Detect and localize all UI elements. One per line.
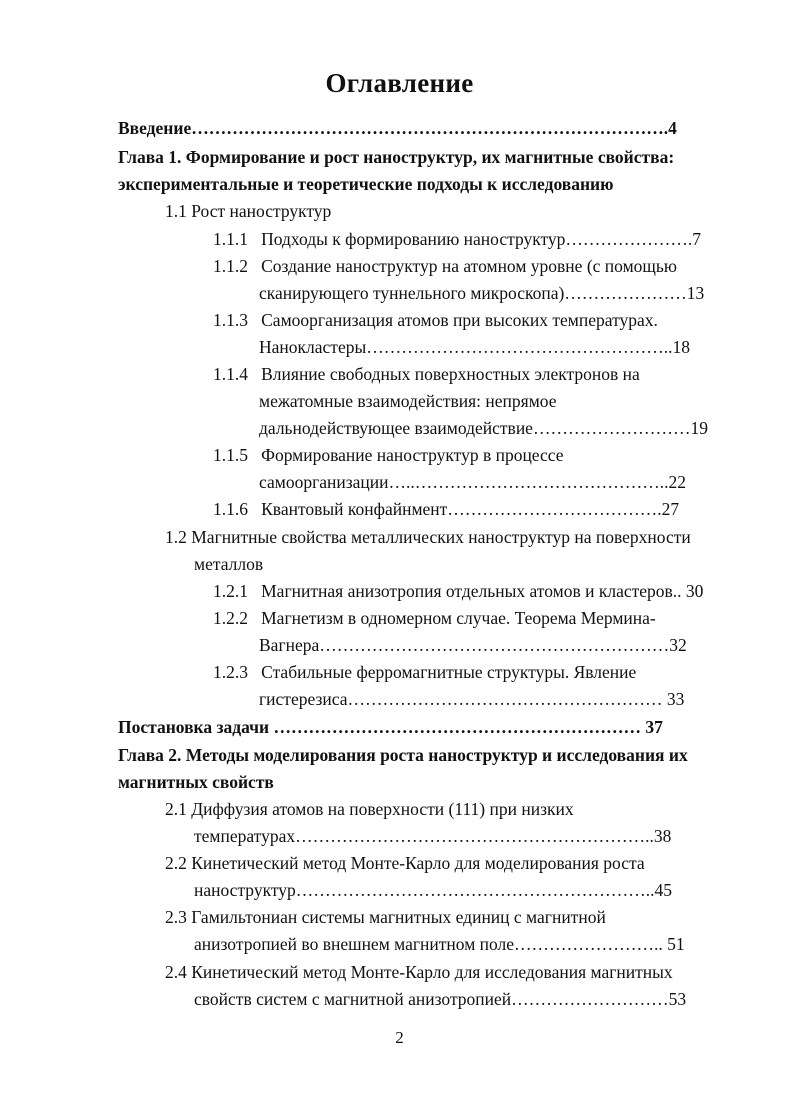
toc-section-2-2: 2.2 Кинетический метод Монте-Карло для моделирования роста xyxy=(165,853,645,873)
toc-subsection-1-1-3-cont: Нанокластеры……………………………………………..18 xyxy=(259,337,690,357)
toc-chapter-2-title-cont: магнитных свойств xyxy=(118,772,274,792)
toc-section-2-4-cont: свойств систем с магнитной анизотропией………………………53 xyxy=(194,989,687,1009)
toc-entry-problem-statement: Постановка задачи ……………………………………………………… 37 xyxy=(118,717,663,737)
toc-number: 1.2.2 xyxy=(213,608,248,628)
toc-number: 1.1.5 xyxy=(213,445,248,465)
toc-chapter-2-title: Глава 2. Методы моделирования роста наноструктур и исследования их xyxy=(118,745,688,765)
toc-section-2-3-cont: анизотропией во внешнем магнитном поле…………………….. 51 xyxy=(194,934,685,954)
toc-text: Подходы к формированию наноструктур………………….7 xyxy=(261,229,702,249)
toc-subsection-1-1-6 xyxy=(213,497,679,521)
toc-chapter-1-title: Глава 1. Формирование и рост наноструктур, их магнитные свойства: xyxy=(118,147,675,167)
toc-text: Самоорганизация атомов при высоких температурах. xyxy=(261,310,658,330)
toc-text: Магнетизм в одномерном случае. Теорема Мермина- xyxy=(261,608,656,628)
toc-section-2-3: 2.3 Гамильтониан системы магнитных единиц с магнитной xyxy=(165,907,606,927)
toc-section-2-1: 2.1 Диффузия атомов на поверхности (111) при низких xyxy=(165,799,574,819)
toc-number: 1.1.6 xyxy=(213,499,248,519)
toc-text: Магнитная анизотропия отдельных атомов и кластеров.. 30 xyxy=(261,581,704,601)
toc-number: 1.2.1 xyxy=(213,581,248,601)
toc-subsection-1-1-2-cont: сканирующего туннельного микроскопа)…………………13 xyxy=(259,283,705,303)
toc-section-2-2-cont: наноструктур……………………………………………………..45 xyxy=(194,880,673,900)
page-number: 2 xyxy=(395,1028,404,1047)
toc-subsection-1-1-5-cont: самоорганизации…..……………………………………..22 xyxy=(259,472,687,492)
toc-subsection-1-1-3 xyxy=(213,308,658,332)
toc-subsection-1-2-3-cont: гистерезиса……………………………………………… 33 xyxy=(259,689,685,709)
toc-text: Стабильные ферромагнитные структуры. Явление xyxy=(261,662,637,682)
toc-subsection-1-2-3 xyxy=(213,660,636,684)
page-title: Оглавление xyxy=(325,68,474,98)
toc-chapter-1-title-cont: экспериментальные и теоретические подходы к исследованию xyxy=(118,174,614,194)
toc-subsection-1-2-2 xyxy=(213,606,656,630)
toc-number: 1.1.3 xyxy=(213,310,248,330)
toc-section-2-1-cont: температурах……………………………………………………..38 xyxy=(194,826,672,846)
toc-subsection-1-1-4-cont2: дальнодействующее взаимодействие………………………19 xyxy=(259,418,708,438)
toc-text: Формирование наноструктур в процессе xyxy=(261,445,564,465)
toc-section-1-2-cont: металлов xyxy=(194,554,264,574)
toc-number: 1.1.4 xyxy=(213,364,248,384)
toc-subsection-1-1-5 xyxy=(213,443,564,467)
toc-entry-introduction: Введение……………………………………………………………………….4 xyxy=(118,118,677,138)
toc-subsection-1-2-1 xyxy=(213,579,703,603)
toc-text: Влияние свободных поверхностных электронов на xyxy=(261,364,640,384)
toc-subsection-1-1-4 xyxy=(213,362,640,386)
toc-section-1-2: 1.2 Магнитные свойства металлических наноструктур на поверхности xyxy=(165,527,691,547)
toc-subsection-1-1-2 xyxy=(213,254,677,278)
toc-text: Создание наноструктур на атомном уровне (с помощью xyxy=(261,256,677,276)
toc-text: Квантовый конфайнмент……………………………….27 xyxy=(261,499,680,519)
toc-number: 1.1.2 xyxy=(213,256,248,276)
toc-subsection-1-1-1 xyxy=(213,227,701,251)
toc-section-1-1: 1.1 Рост наноструктур xyxy=(165,201,332,221)
toc-subsection-1-2-2-cont: Вагнера……………………………………………………32 xyxy=(259,635,687,655)
toc-subsection-1-1-4-cont: межатомные взаимодействия: непрямое xyxy=(259,391,557,411)
toc-number: 1.2.3 xyxy=(213,662,248,682)
toc-number: 1.1.1 xyxy=(213,229,248,249)
toc-section-2-4: 2.4 Кинетический метод Монте-Карло для исследования магнитных xyxy=(165,962,673,982)
